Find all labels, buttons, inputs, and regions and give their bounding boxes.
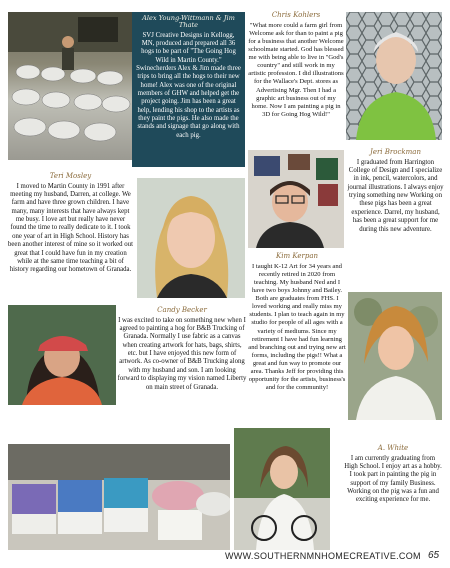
jeri-block: [347, 149, 444, 234]
svj-name: Alex Young-Wittmann & Jim Thate: [142, 14, 235, 30]
photo-white: [234, 428, 330, 550]
teri-text: I moved to Martin County in 1991 after meeting my husband, Darren, at college. We farm and have three grown children. I have many, many interests that have always kept me busy. I love art but really have never found the time to really dedicate to it. I took one year of art in High School. History has been another interest of mine so it worked out great that I could have fun in my creation while at the same time teaching a bit of history regarding our hometown of Granada.: [8, 182, 133, 274]
photo-candy: [8, 305, 116, 405]
portrait-white: [234, 428, 330, 550]
chris-name: Chris Kohlers: [271, 11, 321, 19]
photo-teri: [137, 178, 245, 298]
candy-text: I was excited to take on something new when I agreed to painting a hog for B&B Trucking of Granada. Normally I use fabric as a canvas when creating artwork for hats, bags, shirts, etc. but I have enjoyed this new form of artwork. As co-owner of B&B Trucking along with my husband and son. I am looking forward to displaying my vision named Liberty on main street of Granada.: [117, 316, 247, 391]
photo-kim: [348, 292, 442, 420]
portrait-chris: [346, 12, 442, 140]
pigs-illustration: [8, 12, 132, 160]
white-text: I am currently graduating from High School. I enjoy art as a hobby. I took part in painting the pig in support of my family Business. Working on the pig was a fun and exciting experience for me.: [344, 454, 442, 504]
footer-url[interactable]: WWW.SOUTHERNMNHOMECREATIVE.COM: [225, 551, 421, 561]
candy-name: Candy Becker: [157, 306, 207, 314]
portrait-candy: [8, 305, 116, 405]
portrait-kim: [348, 292, 442, 420]
painted-pigs-illustration: [8, 444, 230, 550]
jeri-text: I graduated from Harrington College of Design and I specialize in ink, pencil, watercolors, and journal illustrations. I always enjoy trying something new Working on these pigs has been a great experience. Darrel, my husband, has been a great support for me during this new adventure.: [347, 158, 444, 233]
chris-text: "What more could a farm girl from Welcome ask for than to paint a pig for a business that another Welcome schoolmate started. God has blessed me with being able to live in "God's country" and still work in my artistic profession. I did illustrations for the Wallace's Dept. stores as Advertising Mgr. Then I had a graphic art business out of my home. Now I am painting a pig in 3D for Going Hog Wild!": [248, 21, 344, 118]
photo-jeri: [248, 150, 344, 248]
photo-painted-pigs: [8, 444, 230, 550]
white-block: [344, 445, 442, 505]
portrait-teri: [137, 178, 245, 298]
kim-block: [248, 253, 346, 392]
candy-block: [117, 307, 247, 392]
page-number: 65: [428, 550, 440, 561]
teri-block: [8, 173, 133, 275]
kim-name: Kim Kerpan: [275, 252, 319, 260]
photo-pigs-lined-up: [8, 12, 132, 160]
white-name: A. White: [377, 444, 409, 452]
svj-panel: [132, 12, 245, 167]
kim-text: I taught K-12 Art for 34 years and recently retired in 2020 from teaching. My husband Ned and I have two boys Johnny and Bailey. Both are graduates from FHS. I loved working and really miss my students. I plan to teach again in my studio for people of all ages with a variety of mediums. Since my retirement I have had fun learning and branching out and trying new art forms, including the pigs!! What a great and fun way to promote our area. Thanks Jeff for providing this opportunity for the artists, business's and for the community!: [248, 262, 346, 392]
jeri-name: Jeri Brockman: [370, 148, 421, 156]
photo-chris: [346, 12, 442, 140]
chris-block: [248, 12, 344, 119]
portrait-jeri: [248, 150, 344, 248]
teri-name: Teri Mosley: [49, 172, 92, 180]
svj-text: SVJ Creative Designs in Kellogg, MN, produced and prepared all 36 hogs to be part of "The Going Hog Wild in Martin County." Swinecherders Alex & Jim made three trips to bring all the hogs to their new home! Alex was one of the original members of GHW and helped get the project going. Jim has been a great help, lending his shop to the artists as they paint the pigs. He also made the stands and signage that go along with each pig.: [136, 31, 241, 139]
